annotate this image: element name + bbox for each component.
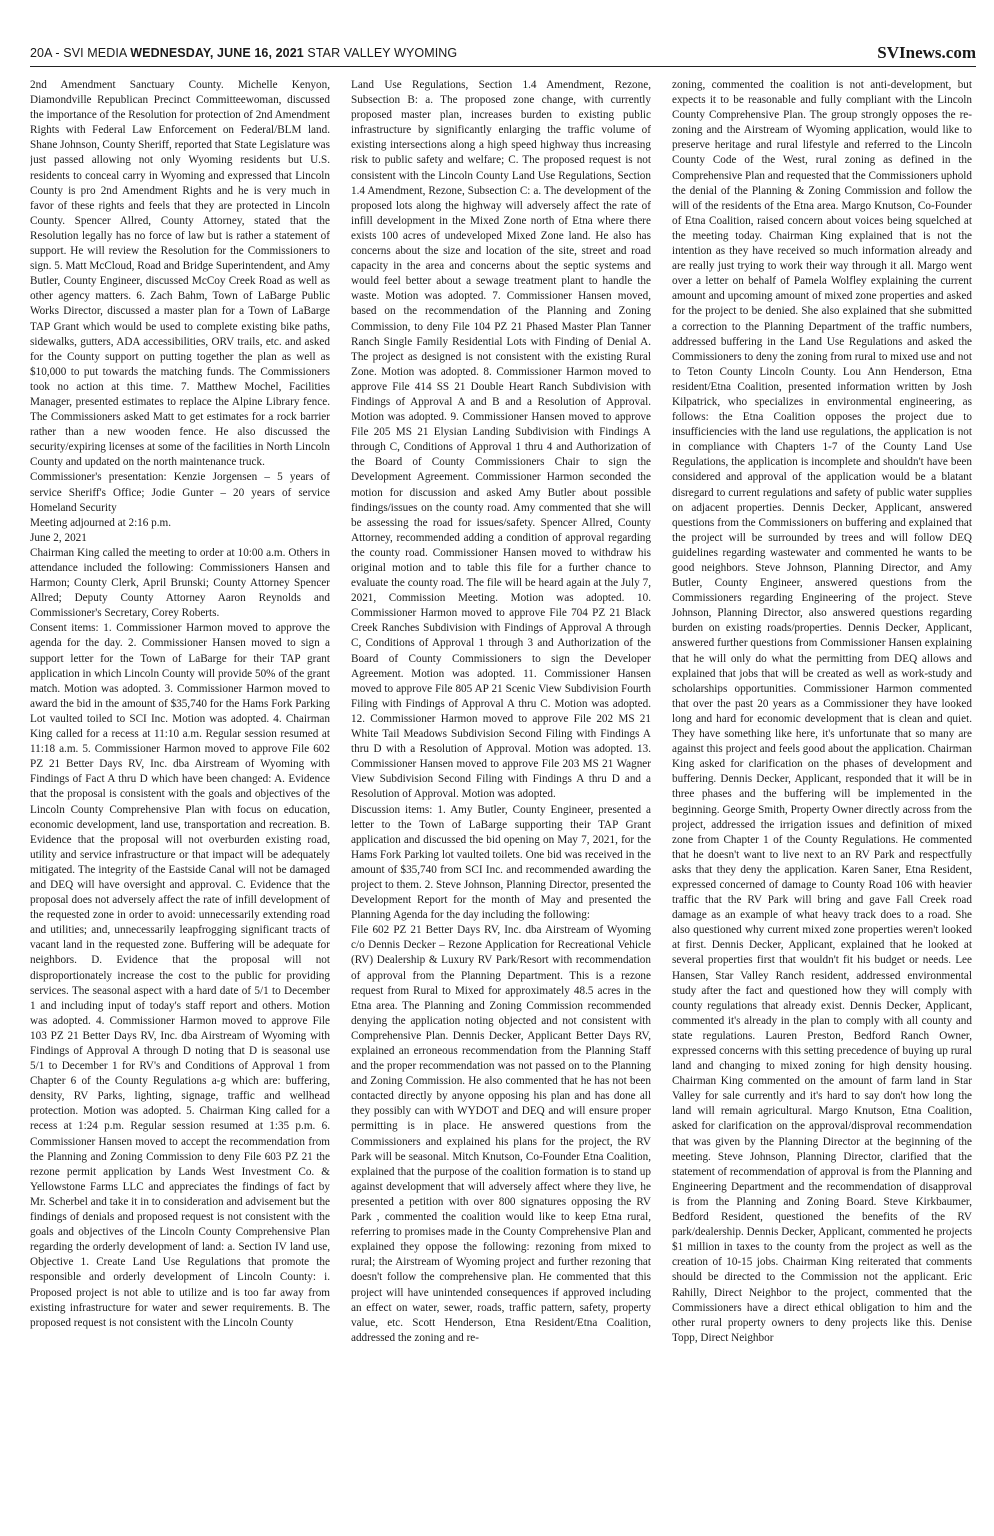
header-info: [30, 46, 457, 60]
paragraph: June 2, 2021: [30, 531, 87, 544]
paragraph: Discussion items: 1. Amy Butler, County Engineer, presented a letter to the Town of LaBarge supporting their TAP Grant application and discussed the bid opening on May 7, 2021, for the Hams Fork Parking lot vaulted toilets. One bid was received in the amount of $35,740 from SCI Inc. and recommended awarding the project to them. 2. Steve Johnson, Planning Director, presented the Development Report for the month of May and presented the Planning Agenda for the day including the following:: [351, 803, 651, 922]
column-3: [672, 78, 972, 1518]
paragraph: Meeting adjourned at 2:16 p.m.: [30, 516, 172, 529]
column-1: [30, 78, 330, 1518]
paragraph: File 602 PZ 21 Better Days RV, Inc. dba Airstream of Wyoming c/o Dennis Decker – Rezone Application for Recreational Vehicle (RV) Dealership & Luxury RV Park/Resort with recommendation of approval from the Planning Department. This is a rezone request from Rural to Mixed for approximately 48.5 acres in the Etna area. The Planning and Zoning Commission recommended denying the application noting objected and not consistent with Comprehensive Plan. Dennis Decker, Applicant Better Days RV, explained an erroneous recommendation from the Planning Staff and the proper recommendation was not passed on to the Planning and Zoning Commission. He also commented that he has not been contacted directly by anyone opposing his plan and has done all they possibly can with WYDOT and DEQ and will ensure proper permitting is in place. He answered questions from the Commissioners and explained his plans for the project, the RV Park will be seasonal. Mitch Knutson, Co-Founder Etna Coalition, explained that the purpose of the coalition formation is to stand up against development that will adversely affect where they live, he presented a petition with over 800 signatures opposing the RV Park , commented the coalition would like to keep Etna rural, referring to promises made in the County Comprehensive Plan and explained they oppose the following: rezoning from mixed to rural; the Airstream of Wyoming project and further rezoning that doesn't follow the comprehensive plan. He commented that this project will have unintended consequences if approved including an effect on water, sewer, roads, traffic pattern, safety, property value, etc. Scott Henderson, Etna Resident/Etna Coalition, addressed the zoning and re-: [351, 924, 651, 1344]
paragraph: Land Use Regulations, Section 1.4 Amendment, Rezone, Subsection B: a. The proposed zone change, with currently proposed master plan, increases burden to existing public infrastructure by significantly enlarging the traffic volume of existing intersections along a high speed highway thus increasing risk to public safety and welfare; C. The proposed request is not consistent with the Lincoln County Land Use Regulations, Section 1.4 Amendment, Rezone, Subsection C: a. The development of the proposed lots along the highway will adversely affect the rate of infill development in the Mixed Zone north of Etna where there exists 100 acres of undeveloped Mixed Zone land. He also has concerns about the size and location of the site, street and road capacity in the area and concerns about the septic systems and would feel better about a sewage treatment plant to handle the waste. Motion was adopted. 7. Commissioner Hansen moved, based on the recommendation of the Planning and Zoning Commission, to deny File 104 PZ 21 Phased Master Plan Tanner Ranch Single Family Residential Lots with Finding of Denial A. The project as designed is not consistent with the existing Rural Zone. Motion was adopted. 8. Commissioner Harmon moved to approve File 414 SS 21 Double Heart Ranch Subdivision with Findings of Approval A and B and a Resolution of Approval. Motion was adopted. 9. Commissioner Hansen moved to approve File 205 MS 21 Elysian Landing Subdivision with Findings A through C, Conditions of Approval 1 thru 4 and Authorization of the Board of County Commissioners Chair to sign the Development Agreement. Commissioner Harmon seconded the motion for discussion and asked Amy Butler about possible findings/issues on the county road. Amy commented that she will be assessing the road for issues/safety. Spencer Allred, County Attorney, recommended adding a condition of approval regarding the county road. Commissioner Hansen moved to withdraw his original motion and to table this file for a further chance to evaluate the county road. The file will be heard again at the July 7, 2021, Commission Meeting. Motion was adopted. 10. Commissioner Harmon moved to approve File 704 PZ 21 Black Creek Ranches Subdivision with Findings of Approval A through C, Conditions of Approval 1 through 3 and Authorization of the Board of County Commissioners to sign the Developer Agreement. Motion was adopted. 11. Commissioner Hansen moved to approve File 805 AP 21 Scenic View Subdivision Fourth Filing with Findings of Approval A thru C. Motion was adopted. 12. Commissioner Harmon moved to approve File 202 MS 21 White Tail Meadows Subdivision Second Filing with Findings A thru D with a Resolution of Approval. Motion was adopted. 13. Commissioner Hansen moved to approve File 203 MS 21 Wagner View Subdivision Second Filing with Findings A thru D and a Resolution of Approval. Motion was adopted.: [351, 79, 651, 801]
paragraph: Consent items: 1. Commissioner Harmon moved to approve the agenda for the day. 2. Commissioner Hansen moved to sign a support letter for the Town of LaBarge for their TAP grant application in which Lincoln County will provide 50% of the grant match. Motion was adopted. 3. Commissioner Harmon moved to award the bid in the amount of $35,740 for the Hams Fork Parking Lot vaulted toiled to SCI Inc. Motion was adopted. 4. Chairman King called for a recess at 11:10 a.m. Regular session resumed at 11:18 a.m. 5. Commissioner Harmon moved to approve File 602 PZ 21 Better Days RV, Inc. dba Airstream of Wyoming with Findings of Fact A thru D which have been changed: A. Evidence that the proposal is consistent with the goals and objectives of the Lincoln County Comprehensive Plan with focus on education, economic development, land use, transportation and recreation. B. Evidence that the proposal will not overburden existing road, utility and service infrastructure or that impact will be adequately mitigated. The integrity of the Eastside Canal will not be damaged and DEQ will have oversight and approval. C. Evidence that the proposal does not adversely affect the rate of infill development of the requested zone in order to avoid: unnecessarily extending road and utilities; and, unnecessarily leapfrogging significant tracts of vacant land in the requested zone. Buffering will be adequate for neighbors. D. Evidence that the proposal will not disproportionately increase the cost to the public for providing services. The seasonal aspect with a hard date of 5/1 to December 1 and including input of today's staff report and others. Motion was adopted. 4. Commissioner Harmon moved to approve File 103 PZ 21 Better Days RV, Inc. dba Airstream of Wyoming with Findings of Approval A through D noting that D is seasonal use 5/1 to December 1 for RV's and Conditions of Approval 1 from Chapter 6 of the County Regulations a-g which are: buffering, density, RV Parks, lighting, signage, traffic and wellhead protection. Motion was adopted. 5. Chairman King called for a recess at 1:24 p.m. Regular session resumed at 1:35 p.m. 6. Commissioner Hansen moved to accept the recommendation from the Planning and Zoning Commission to deny File 603 PZ 21 the rezone permit application by Lands West Investment Co. & Yellowstone Farms LLC and appreciates the findings of fact by Mr. Scherbel and take it in to consideration and advisement but the findings of denials and proposed request is not consistent with the goals and objectives of the Lincoln County Comprehensive Plan regarding the orderly development of land: a. Section IV land use, Objective 1. Create Land Use Regulations that promote the responsible and orderly development of Lincoln County: i. Proposed project is not able to utilize and is too far away from existing infrastructure for water and sewer requirements. B. The proposed request is not consistent with the Lincoln County: [30, 622, 330, 1329]
site-name: SVInews.com: [877, 43, 976, 62]
paragraph: zoning, commented the coalition is not anti-development, but expects it to be reasonable and fully compliant with the Lincoln County Comprehensive Plan. The group strongly opposes the re-zoning and the Airstream of Wyoming application, would like to preserve heritage and rural lifestyle and referred to the Lincoln County Code of the West, rural zoning as defined in the Comprehensive Plan and requested that the Commissioners uphold the denial of the Planning & Zoning Commission and follow the will of the residents of the Etna area. Margo Knutson, Co-Founder of Etna Coalition, raised concern about voices being squelched at the meeting today. Chairman King explained that is not the intention as they have received so much information already and are really just trying to work their way through it all. Margo went over a letter on behalf of Pamela Wolfley explaining the current amount and upcoming amount of mixed zone properties and asked for the project to be denied. She also explained that she submitted a correction to the Planning Department of the traffic numbers, addressed buffering in the Land Use Regulations and asked the Commissioners to deny the zoning from rural to mixed use and not to Teton County Lincoln County. Lou Ann Henderson, Etna resident/Etna Coalition, presented information written by Josh Kilpatrick, who specializes in environmental engineering, as follows: the Etna Coalition opposes the project due to insufficiencies with the land use regulations, the application is not in compliance with Chapters 1-7 of the County Land Use Regulations, the application is incomplete and shouldn't have been considered and approval of the application would be a blatant disregard to current regulations and safety of public water supplies on adjacent properties. Dennis Decker, Applicant, answered questions from the Commissioners on buffering and explained that the project will be surrounded by trees and will follow DEQ guidelines regarding wastewater and commented he wants to be good neighbors. Steve Johnson, Planning Director, and Amy Butler, County Engineer, answered questions from the Commissioners regarding Engineering of the project. Steve Johnson, Planning Director, also answered questions regarding burden on existing roads/properties. Dennis Decker, Applicant, answered further questions from Commissioner Hansen explaining that he will only do what the permitting from DEQ allows and explained that jobs that will be created as well as work-study and scholarships opportunities. Commissioner Harmon commented that over the past 20 years as a Commissioner they have looked long and hard for economic development that is clean and quiet. They have something like here, it's unfortunate that so many are against this project and feels good about the application. Chairman King asked for clarification on the phases of development and buffering. Dennis Decker, Applicant, responded that it will be in three phases and the buffering will be implemented in the beginning. George Smith, Property Owner directly across from the project, addressed the irrigation issues and definition of mixed zone from Chapter 1 of the County Regulations. He commented that he doesn't want to live next to an RV Park and respectfully asks that they deny the application. Karen Saner, Etna Resident, expressed concerned of damage to County Road 106 with heavier traffic that the RV Park will bring and gave Fall Creek road damage as an example of what heavy track does to a road. She also questioned why current mixed zone properties weren't looked at first. Dennis Decker, Applicant, explained that he looked at several properties first that wouldn't fit his budget or needs. Lee Hansen, Star Valley Ranch resident, addressed environmental study after the fact and questioned how they will comply with county regulations that already exist. Dennis Decker, Applicant, commented it's already in the plan to comply with all county and state regulations. Lauren Preston, Bedford Ranch Owner, expressed concerns with this setting precedence of buying up rural land and changing to mixed zoning for high density housing. Chairman King commented on the amount of farm land in Star Valley for sale currently and it's hard to say don't how long the land will remain agricultural. Margo Knutson, Etna Coalition, asked for clarification on the approval/disproval recommendation that was given by the Planning Director at the beginning of the meeting. Steve Johnson, Planning Director, clarified that the statement of recommendation of approval is from the Planning and Engineering Department and the recommendation of disapproval is from the Planning and Zoning Board. Steve Kirkbaumer, Bedford Resident, questioned the benefits of the RV park/dealership. Dennis Decker, Applicant, commented he projects $1 million in taxes to the county from the project as well as the creation of 10-15 jobs. Chairman King reiterated that comments should be directed to the Commission not the applicant. Eric Rahilly, Direct Neighbor to the project, commented that the Commissioners have a direct ethical obligation to him and the other rural property owners to deny projects like this. Denise Topp, Direct Neighbor: [672, 79, 972, 1344]
publication-location: STAR VALLEY WYOMING: [307, 46, 458, 60]
paragraph: 2nd Amendment Sanctuary County. Michelle Kenyon, Diamondville Republican Precinct Committeewoman, discussed the importance of the Resolution for protection of 2nd Amendment Rights with Federal Law Enforcement on Federal/BLM land. Shane Johnson, County Sheriff, reported that State Legislature was just passed allowing not only Wyoming residents but U.S. residents to conceal carry in Wyoming and expressed that Lincoln County is pro 2nd Amendment Rights and he is very much in favor of these rights and feels that they are protected in Lincoln County. Spencer Allred, County Attorney, stated that the Resolution legally has no force of law but is rather a statement of support. He will review the Resolution for the Commissioners to sign. 5. Matt McCloud, Road and Bridge Superintendent, and Amy Butler, County Engineer, discussed McCoy Creek Road as well as other agency matters. 6. Zach Bahm, Town of LaBarge Public Works Director, discussed a master plan for a Town of LaBarge TAP Grant which would be used to complete existing bike paths, sidewalks, gutters, ADA accessibilities, ORV trails, etc. and asked for the County support on putting together the plan as well as $10,000 to put towards the matching funds. The Commissioners took no action at this time. 7. Matthew Mochel, Facilities Manager, presented estimates to replace the Alpine Library fence. The Commissioners asked Matt to get estimates for a rock barrier rather than a new wooden fence. He also discussed the security/expiring licenses at some of the facilities in North Lincoln County and updated on the north maintenance truck.: [30, 79, 330, 469]
column-2: [351, 78, 651, 1518]
issue-date: WEDNESDAY, JUNE 16, 2021: [130, 46, 304, 60]
page-label: 20A - SVI MEDIA: [30, 46, 127, 60]
paragraph: Commissioner's presentation: Kenzie Jorgensen – 5 years of service Sheriff's Office; Jodie Gunter – 20 years of service Homeland Security: [30, 471, 330, 514]
article-columns: [30, 78, 972, 1518]
paragraph: Chairman King called the meeting to order at 10:00 a.m. Others in attendance included the following: Commissioners Hansen and Harmon; County Clerk, April Brunski; County Attorney Spencer Allred; Deputy County Attorney Aaron Reynolds and Commissioner's Secretary, Corey Roberts.: [30, 546, 330, 620]
page-header: [30, 44, 976, 67]
